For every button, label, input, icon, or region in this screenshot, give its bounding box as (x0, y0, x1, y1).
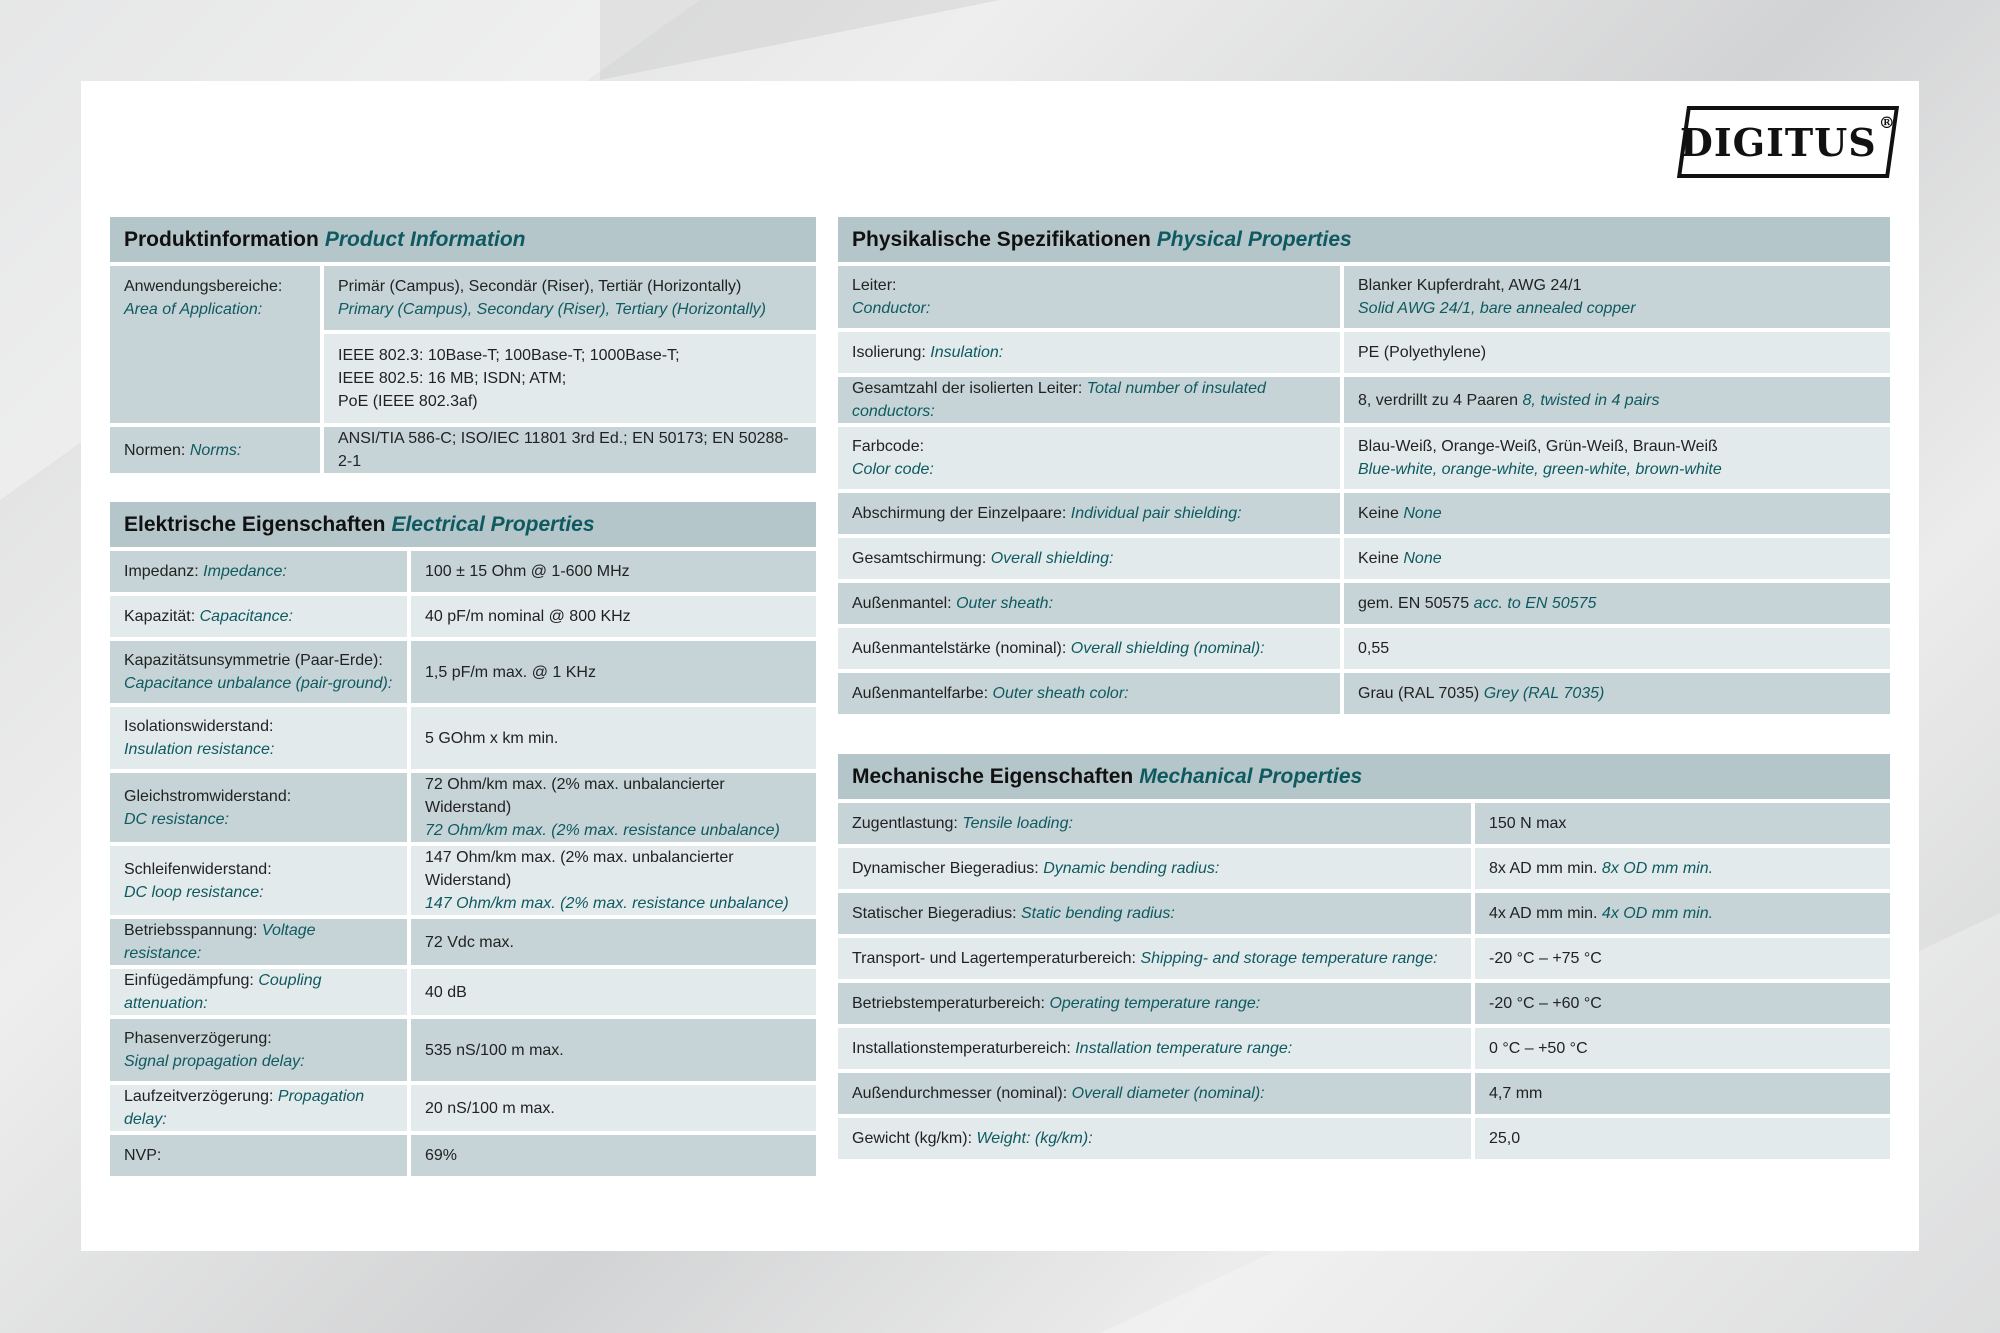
row-value (1475, 848, 1890, 893)
label-de: Anwendungsbereiche: (124, 278, 283, 295)
row-value (411, 641, 816, 707)
value-de: 150 N max (1489, 815, 1567, 832)
value-de: 147 Ohm/km max. (2% max. unbalancierter Widerstand) (425, 849, 734, 889)
label-de: Impedanz: (124, 563, 199, 580)
row-value (1344, 266, 1890, 332)
row-value (411, 919, 816, 969)
label-en: Individual pair shielding: (1070, 505, 1242, 522)
label-de: Betriebstemperaturbereich: (852, 995, 1045, 1012)
label-de: Transport- und Lagertemperaturbereich: (852, 950, 1136, 967)
logo-text: DIGITUS (1680, 119, 1877, 165)
table-row (838, 377, 1890, 427)
row-label (838, 377, 1344, 427)
value-de: Grau (RAL 7035) (1358, 685, 1480, 702)
label-en: Tensile loading: (962, 815, 1073, 832)
section-header (838, 754, 1890, 799)
value-de: 25,0 (1489, 1130, 1521, 1147)
label-de: Gesamtzahl der isolierten Leiter: (852, 380, 1083, 397)
label-de: Isolierung: (852, 344, 926, 361)
value-de: 8, verdrillt zu 4 Paaren (1358, 391, 1519, 409)
section-title-en: Mechanical Properties (1139, 764, 1363, 788)
value-de: 5 GOhm x km min. (425, 729, 559, 747)
value-de: 0,55 (1358, 640, 1390, 657)
row-value (324, 266, 816, 334)
value-de: 69% (425, 1147, 458, 1164)
value-de: Keine (1358, 505, 1399, 522)
row-label (838, 938, 1475, 983)
value-de: -20 °C – +75 °C (1489, 950, 1602, 967)
row-label (838, 538, 1344, 583)
value-en: 4x OD mm min. (1601, 905, 1714, 922)
row-value (1344, 538, 1890, 583)
row-label (110, 1019, 411, 1085)
label-en: Shipping- and storage temperature range: (1140, 950, 1438, 967)
row-value (411, 1019, 816, 1085)
row-label (838, 673, 1344, 718)
product-table (110, 266, 816, 477)
table-row (110, 773, 816, 846)
table-row (838, 803, 1890, 848)
row-value (411, 846, 816, 919)
table-row (110, 1019, 816, 1085)
product-information-section (110, 217, 816, 477)
value-en: Blue-white, orange-white, green-white, brown-white (1358, 461, 1722, 478)
value-de: Blau-Weiß, Orange-Weiß, Grün-Weiß, Braun-Weiß (1358, 438, 1718, 455)
label-en: Coupling attenuation: (124, 972, 322, 1012)
label-de: NVP: (124, 1147, 162, 1164)
row-value (411, 707, 816, 773)
row-label (110, 641, 411, 707)
label-en: DC loop resistance: (124, 883, 264, 901)
label-de: Leiter: (852, 277, 897, 294)
table-row (838, 1028, 1890, 1073)
label-de: Schleifenwiderstand: (124, 860, 272, 878)
row-value (411, 596, 816, 641)
value-de: -20 °C – +60 °C (1489, 995, 1602, 1012)
table-row (838, 493, 1890, 538)
label-en: Overall shielding (nominal): (1070, 640, 1265, 657)
label-de: Laufzeitverzögerung: (124, 1088, 274, 1105)
row-label (110, 551, 411, 596)
label-de: Installationstemperaturbereich: (852, 1040, 1071, 1057)
table-row (838, 673, 1890, 718)
label-de: Statischer Biegeradius: (852, 905, 1017, 922)
value-de: ANSI/TIA 586-C; ISO/IEC 11801 3rd Ed.; EN 50173; EN 50288-2-1 (338, 430, 789, 470)
value-en: Solid AWG 24/1, bare annealed copper (1358, 300, 1636, 317)
label-de: Farbcode: (852, 438, 925, 455)
label-de: Dynamischer Biegeradius: (852, 860, 1039, 877)
section-header (838, 217, 1890, 262)
electrical-properties-section (110, 502, 816, 1180)
row-value (1344, 673, 1890, 718)
row-value (1344, 628, 1890, 673)
label-en: Outer sheath: (956, 595, 1054, 612)
value-de: PE (Polyethylene) (1358, 344, 1487, 361)
label-de: Phasenverzögerung: (124, 1030, 272, 1047)
label-en: Overall shielding: (990, 550, 1114, 567)
row-label (110, 427, 324, 477)
label-de: Kapazitätsunsymmetrie (Paar-Erde): (124, 652, 383, 669)
label-de: Zugentlastung: (852, 815, 958, 832)
label-de: Außendurchmesser (nominal): (852, 1085, 1068, 1102)
row-value (324, 427, 816, 477)
label-de: Außenmantelstärke (nominal): (852, 640, 1067, 657)
label-en: Signal propagation delay: (124, 1053, 305, 1070)
table-row (110, 266, 816, 334)
value-en: Grey (RAL 7035) (1483, 685, 1605, 702)
row-value (411, 969, 816, 1019)
label-en: Total number of insulated conductors: (852, 380, 1266, 420)
table-row (110, 707, 816, 773)
row-value (1344, 332, 1890, 377)
value-de: 40 dB (425, 983, 467, 1001)
registered-mark: ® (1878, 112, 1896, 132)
label-en: Insulation resistance: (124, 741, 275, 758)
row-label (838, 427, 1344, 493)
value-de: 4x AD mm min. (1489, 905, 1598, 922)
row-value (411, 773, 816, 846)
row-value (411, 551, 816, 596)
row-value (411, 1135, 816, 1180)
label-de: Isolationswiderstand: (124, 718, 274, 735)
spec-sheet-card (81, 81, 1919, 1251)
background-shape (600, 0, 1000, 80)
standards-line: IEEE 802.5: 16 MB; ISDN; ATM; (338, 370, 567, 387)
label-de: Einfügedämpfung: (124, 972, 254, 989)
row-value (1475, 983, 1890, 1028)
row-value (1344, 583, 1890, 628)
label-de: Normen: (124, 441, 186, 459)
section-title-de: Physikalische Spezifikationen (852, 227, 1151, 251)
value-de: 72 Ohm/km max. (2% max. unbalancierter Widerstand) (425, 776, 725, 816)
row-value (1475, 1028, 1890, 1073)
section-title-de: Mechanische Eigenschaften (852, 764, 1134, 788)
table-row (838, 983, 1890, 1028)
value-de: Keine (1358, 550, 1399, 567)
table-row (110, 551, 816, 596)
row-label (110, 919, 411, 969)
value-en: 8x OD mm min. (1601, 860, 1714, 877)
label-de: Kapazität: (124, 608, 196, 625)
row-label (110, 969, 411, 1019)
row-value (1344, 493, 1890, 538)
value-de: 20 nS/100 m max. (425, 1099, 555, 1117)
table-row (110, 846, 816, 919)
row-value (1475, 938, 1890, 983)
table-row (110, 919, 816, 969)
row-label (838, 583, 1344, 628)
value-en: acc. to EN 50575 (1473, 595, 1597, 612)
table-row (838, 1118, 1890, 1163)
standards-line: PoE (IEEE 802.3af) (338, 393, 478, 410)
label-de: Abschirmung der Einzelpaare: (852, 505, 1067, 522)
physical-table (838, 266, 1890, 718)
row-label (838, 893, 1475, 938)
table-row (838, 1073, 1890, 1118)
row-label (110, 266, 324, 427)
row-label (838, 848, 1475, 893)
section-title-de: Elektrische Eigenschaften (124, 512, 386, 536)
value-de: gem. EN 50575 (1358, 595, 1470, 612)
row-value (324, 334, 816, 427)
value-de: Primär (Campus), Secondär (Riser), Tertiär (Horizontally) (338, 278, 742, 295)
label-en: DC resistance: (124, 810, 229, 828)
row-label (838, 803, 1475, 848)
physical-properties-section (838, 217, 1890, 718)
mechanical-properties-section (838, 754, 1890, 1163)
table-row (110, 596, 816, 641)
table-row (110, 641, 816, 707)
value-de: 8x AD mm min. (1489, 860, 1598, 877)
table-row (838, 583, 1890, 628)
row-label (838, 628, 1344, 673)
table-row (838, 893, 1890, 938)
row-label (110, 1135, 411, 1180)
label-en: Static bending radius: (1020, 905, 1175, 922)
label-de: Außenmantelfarbe: (852, 685, 989, 702)
row-label (110, 1085, 411, 1135)
row-value (1344, 377, 1890, 427)
digitus-logo (1677, 106, 1899, 178)
label-en: Weight: (kg/km): (976, 1130, 1093, 1147)
value-de: 4,7 mm (1489, 1085, 1543, 1102)
section-title-de: Produktinformation (124, 227, 319, 251)
mechanical-table (838, 803, 1890, 1163)
label-de: Gleichstromwiderstand: (124, 787, 292, 805)
section-header (110, 502, 816, 547)
value-de: 1,5 pF/m max. @ 1 KHz (425, 663, 596, 681)
label-en: Area of Application: (124, 301, 263, 318)
label-en: Capacitance: (199, 608, 293, 625)
label-en: Dynamic bending radius: (1043, 860, 1220, 877)
row-label (110, 596, 411, 641)
label-en: Norms: (189, 441, 242, 459)
label-de: Gesamtschirmung: (852, 550, 987, 567)
table-row (110, 1135, 816, 1180)
value-en: 147 Ohm/km max. (2% max. resistance unbalance) (425, 895, 789, 912)
value-de: 0 °C – +50 °C (1489, 1040, 1588, 1057)
value-en: None (1403, 505, 1442, 522)
value-en: Primary (Campus), Secondary (Riser), Tertiary (Horizontally) (338, 301, 766, 318)
label-en: Capacitance unbalance (pair-ground): (124, 675, 393, 692)
electrical-table (110, 551, 816, 1180)
row-label (110, 707, 411, 773)
section-header (110, 217, 816, 262)
row-value (1475, 803, 1890, 848)
row-value (1475, 1118, 1890, 1163)
label-en: Overall diameter (nominal): (1071, 1085, 1265, 1102)
table-row (110, 1085, 816, 1135)
row-label (838, 493, 1344, 538)
table-row (838, 266, 1890, 332)
row-label (838, 332, 1344, 377)
label-en: Installation temperature range: (1075, 1040, 1293, 1057)
label-en: Outer sheath color: (992, 685, 1129, 702)
label-de: Außenmantel: (852, 595, 952, 612)
row-value (411, 1085, 816, 1135)
value-de: Blanker Kupferdraht, AWG 24/1 (1358, 277, 1582, 294)
value-en: None (1403, 550, 1442, 567)
row-label (838, 1028, 1475, 1073)
label-en: Color code: (852, 461, 934, 478)
row-value (1344, 427, 1890, 493)
label-en: Impedance: (203, 563, 287, 580)
section-title-en: Product Information (324, 227, 526, 251)
table-row (838, 938, 1890, 983)
section-title-en: Physical Properties (1156, 227, 1352, 251)
table-row (838, 332, 1890, 377)
label-de: Betriebsspannung: (124, 922, 258, 939)
value-de: 72 Vdc max. (425, 933, 514, 951)
section-title-en: Electrical Properties (391, 512, 595, 536)
label-en: Conductor: (852, 300, 931, 317)
table-row (110, 969, 816, 1019)
row-value (1475, 1073, 1890, 1118)
row-label (838, 1118, 1475, 1163)
value-de: 535 nS/100 m max. (425, 1041, 564, 1059)
label-de: Gewicht (kg/km): (852, 1130, 973, 1147)
row-label (110, 846, 411, 919)
label-en: Voltage resistance: (124, 922, 316, 962)
value-de: 100 ± 15 Ohm @ 1-600 MHz (425, 563, 630, 580)
value-en: 8, twisted in 4 pairs (1522, 391, 1660, 409)
table-row (838, 538, 1890, 583)
row-label (110, 773, 411, 846)
standards-line: IEEE 802.3: 10Base-T; 100Base-T; 1000Base-T; (338, 347, 680, 364)
row-value (1475, 893, 1890, 938)
table-row (838, 628, 1890, 673)
label-en: Operating temperature range: (1049, 995, 1261, 1012)
row-label (838, 266, 1344, 332)
label-en: Insulation: (930, 344, 1004, 361)
row-label (838, 983, 1475, 1028)
label-en: Propagation delay: (124, 1088, 365, 1128)
value-en: 72 Ohm/km max. (2% max. resistance unbalance) (425, 822, 780, 839)
table-row (110, 427, 816, 477)
table-row (838, 427, 1890, 493)
table-row (838, 848, 1890, 893)
row-label (838, 1073, 1475, 1118)
value-de: 40 pF/m nominal @ 800 KHz (425, 608, 631, 625)
